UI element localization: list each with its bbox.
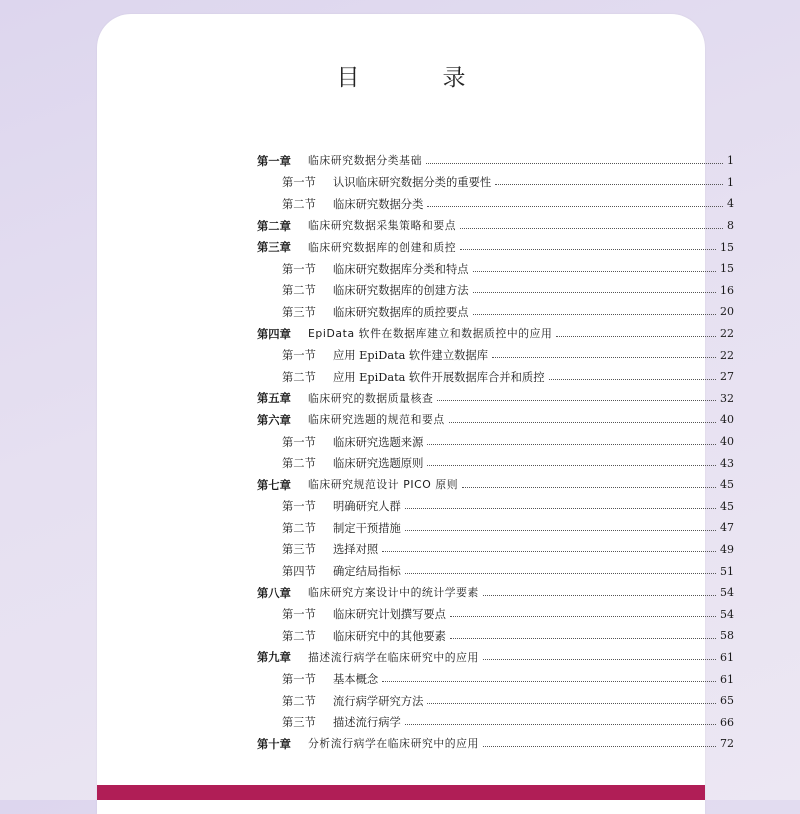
toc-chapter-entry: [257, 150, 734, 172]
entry-page-number: 72: [720, 737, 734, 751]
entry-title: EpiData 软件在数据库建立和数据质控中的应用: [308, 327, 553, 341]
dot-leader: [426, 162, 723, 164]
entry-title: 临床研究方案设计中的统计学要素: [308, 586, 479, 600]
entry-title: 应用 EpiData 软件建立数据库: [333, 349, 489, 363]
entry-title: 临床研究选题来源: [333, 435, 424, 449]
entry-page-number: 66: [720, 715, 734, 729]
toc-section-entry: [257, 172, 734, 194]
entry-page-number: 20: [720, 305, 734, 319]
toc-section-entry: [257, 560, 734, 582]
entry-number: 第四节: [282, 565, 316, 579]
entry-title: 临床研究选题原则: [333, 457, 424, 471]
entry-title: 临床研究规范设计 PICO 原则: [308, 478, 459, 492]
toc-chapter-entry: [257, 236, 734, 258]
dot-leader: [473, 313, 716, 315]
accent-bar: [97, 785, 705, 800]
entry-page-number: 61: [720, 650, 734, 664]
entry-number: 第八章: [257, 585, 291, 600]
entry-page-number: 22: [720, 327, 734, 341]
entry-number: 第一节: [282, 262, 316, 276]
entry-number: 第二节: [282, 629, 316, 643]
entry-number: 第一节: [282, 500, 316, 514]
entry-page-number: 51: [720, 564, 734, 578]
toc-section-entry: [257, 280, 734, 302]
toc-section-entry: [257, 301, 734, 323]
entry-number: 第二节: [282, 370, 316, 384]
entry-title: 临床研究中的其他要素: [333, 629, 446, 643]
dot-leader: [495, 183, 723, 185]
toc-chapter-entry: [257, 474, 734, 496]
dot-leader: [460, 227, 723, 229]
entry-page-number: 1: [727, 175, 734, 189]
toc-section-entry: [257, 452, 734, 474]
entry-page-number: 15: [720, 240, 734, 254]
entry-page-number: 27: [720, 370, 734, 384]
entry-title: 应用 EpiData 软件开展数据库合并和质控: [333, 370, 545, 384]
entry-page-number: 1: [727, 154, 734, 168]
dot-leader: [427, 205, 723, 207]
entry-page-number: 58: [720, 629, 734, 643]
table-of-contents: [257, 150, 734, 755]
toc-section-entry: [257, 258, 734, 280]
entry-title: 临床研究数据库的创建和质控: [308, 240, 457, 254]
entry-number: 第一章: [257, 153, 291, 168]
entry-page-number: 65: [720, 694, 734, 708]
toc-chapter-entry: [257, 215, 734, 237]
dot-leader: [556, 335, 716, 337]
toc-section-entry: [257, 711, 734, 733]
entry-number: 第五章: [257, 391, 291, 406]
dot-leader: [405, 507, 716, 509]
entry-number: 第一节: [282, 435, 316, 449]
entry-number: 第一节: [282, 176, 316, 190]
toc-section-entry: [257, 517, 734, 539]
entry-number: 第二节: [282, 694, 316, 708]
dot-leader: [462, 486, 716, 488]
dot-leader: [460, 248, 716, 250]
dot-leader: [483, 658, 716, 660]
toc-section-entry: [257, 496, 734, 518]
toc-page: [97, 14, 734, 814]
dot-leader: [427, 443, 716, 445]
entry-page-number: 61: [720, 672, 734, 686]
entry-page-number: 40: [720, 413, 734, 427]
entry-number: 第六章: [257, 412, 291, 427]
toc-chapter-entry: [257, 409, 734, 431]
entry-number: 第二节: [282, 457, 316, 471]
entry-number: 第三节: [282, 305, 316, 319]
entry-title: 临床研究数据采集策略和要点: [308, 219, 457, 233]
entry-number: 第一节: [282, 608, 316, 622]
entry-title: 明确研究人群: [333, 500, 401, 514]
toc-section-entry: [257, 193, 734, 215]
entry-page-number: 4: [727, 197, 734, 211]
entry-title: 临床研究选题的规范和要点: [308, 413, 445, 427]
dot-leader: [549, 378, 717, 380]
entry-page-number: 54: [720, 607, 734, 621]
entry-title: 临床研究数据分类基础: [308, 154, 422, 168]
entry-title: 描述流行病学: [333, 716, 401, 730]
dot-leader: [473, 291, 716, 293]
entry-page-number: 8: [727, 219, 734, 233]
dot-leader: [427, 464, 716, 466]
toc-section-entry: [257, 431, 734, 453]
entry-page-number: 15: [720, 262, 734, 276]
dot-leader: [382, 550, 716, 552]
entry-title: 描述流行病学在临床研究中的应用: [308, 650, 479, 664]
entry-title: 临床研究数据库分类和特点: [333, 262, 469, 276]
dot-leader: [492, 356, 716, 358]
entry-title: 临床研究的数据质量核查: [308, 391, 434, 405]
toc-section-entry: [257, 690, 734, 712]
dot-leader: [450, 637, 716, 639]
toc-section-entry: [257, 539, 734, 561]
dot-leader: [449, 421, 716, 423]
entry-title: 制定干预措施: [333, 521, 401, 535]
entry-title: 流行病学研究方法: [333, 694, 424, 708]
entry-number: 第三章: [257, 240, 291, 255]
entry-number: 第一节: [282, 349, 316, 363]
entry-number: 第九章: [257, 650, 291, 665]
toc-chapter-entry: [257, 647, 734, 669]
dot-leader: [405, 572, 716, 574]
entry-number: 第十章: [257, 736, 291, 751]
page-title: 目 录: [336, 65, 496, 91]
toc-chapter-entry: [257, 733, 734, 755]
entry-page-number: 45: [720, 499, 734, 513]
toc-section-entry: [257, 603, 734, 625]
entry-number: 第二节: [282, 284, 316, 298]
entry-number: 第四章: [257, 326, 291, 341]
entry-number: 第三节: [282, 716, 316, 730]
entry-title: 临床研究数据分类: [333, 197, 424, 211]
entry-page-number: 22: [720, 348, 734, 362]
dot-leader: [437, 399, 716, 401]
dot-leader: [483, 745, 716, 747]
toc-chapter-entry: [257, 323, 734, 345]
entry-title: 临床研究数据库的创建方法: [333, 284, 469, 298]
entry-title: 认识临床研究数据分类的重要性: [333, 176, 492, 190]
entry-number: 第二节: [282, 197, 316, 211]
entry-number: 第七章: [257, 477, 291, 492]
dot-leader: [483, 594, 716, 596]
toc-section-entry: [257, 366, 734, 388]
toc-chapter-entry: [257, 582, 734, 604]
entry-title: 确定结局指标: [333, 565, 401, 579]
toc-section-entry: [257, 625, 734, 647]
entry-page-number: 40: [720, 435, 734, 449]
dot-leader: [405, 723, 716, 725]
entry-title: 临床研究计划撰写要点: [333, 608, 446, 622]
dot-leader: [473, 270, 716, 272]
entry-number: 第一节: [282, 673, 316, 687]
entry-page-number: 43: [720, 456, 734, 470]
toc-section-entry: [257, 344, 734, 366]
entry-title: 分析流行病学在临床研究中的应用: [308, 737, 479, 751]
entry-number: 第三节: [282, 543, 316, 557]
toc-chapter-entry: [257, 388, 734, 410]
entry-page-number: 45: [720, 478, 734, 492]
entry-page-number: 47: [720, 521, 734, 535]
toc-section-entry: [257, 668, 734, 690]
dot-leader: [450, 615, 716, 617]
entry-title: 基本概念: [333, 673, 379, 687]
dot-leader: [427, 702, 716, 704]
entry-title: 选择对照: [333, 543, 379, 557]
entry-page-number: 54: [720, 586, 734, 600]
entry-page-number: 32: [720, 391, 734, 405]
entry-number: 第二章: [257, 218, 291, 233]
dot-leader: [405, 529, 716, 531]
entry-number: 第二节: [282, 521, 316, 535]
dot-leader: [382, 680, 716, 682]
entry-page-number: 49: [720, 542, 734, 556]
entry-title: 临床研究数据库的质控要点: [333, 305, 469, 319]
entry-page-number: 16: [720, 283, 734, 297]
